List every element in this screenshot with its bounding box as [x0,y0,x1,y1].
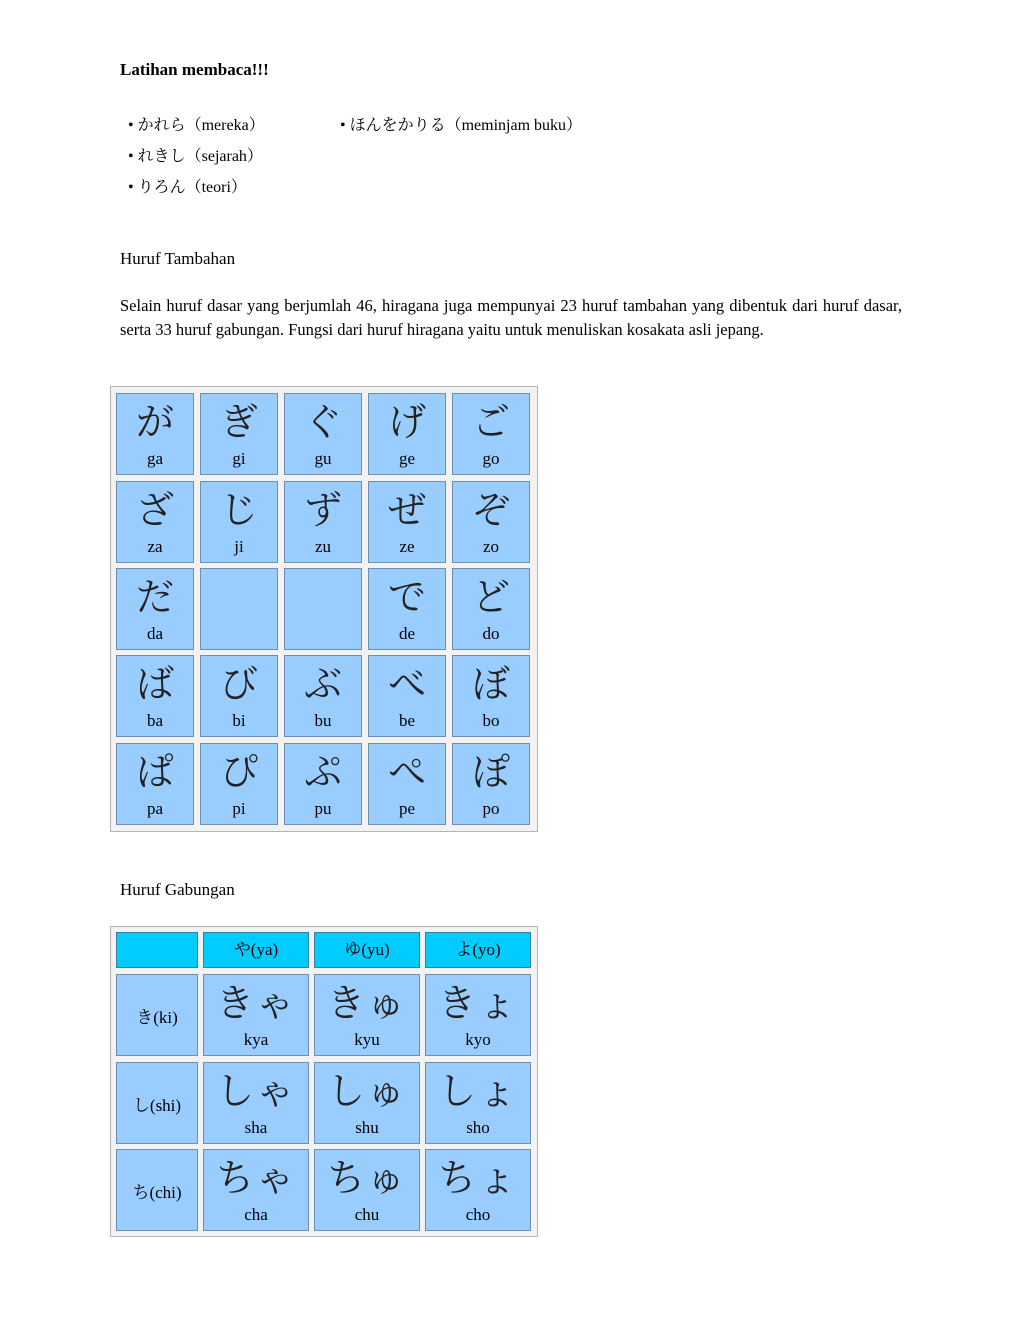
romaji-label: pi [232,799,246,818]
kana-char: ぷ [303,750,342,794]
section-heading-gabungan: Huruf Gabungan [120,880,235,899]
romaji-label: kya [243,1030,269,1049]
kana-char: ちょ [437,1156,518,1200]
kana-combo-cell [314,974,420,1056]
kana-char: ぜ [387,488,426,532]
page-title: Latihan membaca!!! [120,60,269,79]
section-heading-tambahan: Huruf Tambahan [120,249,236,268]
kana-char: ぐ [303,400,342,444]
kana-cell [200,481,278,563]
bullet-marker: • [340,117,346,134]
kana-cell [368,568,446,650]
kana-char: しゃ [215,1069,296,1113]
kana-char: ぽ [471,750,510,794]
kana-cell [284,743,362,825]
kana-cell [200,568,278,650]
kana-cell [116,393,194,475]
kana-cell [452,393,530,475]
column-header: ゆ(yu) [314,932,420,968]
romaji-label: sha [244,1118,268,1137]
kana-combo-cell [203,1062,309,1144]
kana-char: び [219,662,258,706]
intro-paragraph: Selain huruf dasar yang berjumlah 46, hiragana juga mempunyai 23 huruf tambahan yang dibentuk dari huruf dasar, serta 33 huruf gabungan. Fungsi dari huruf hiragana yaitu untuk menuliskan kosakata asli jepang. [120,296,902,339]
romaji-label: pe [398,799,416,818]
huruf-gabungan-table [110,926,538,1237]
kana-cell [368,481,446,563]
kana-cell [368,393,446,475]
romaji-label: da [146,624,164,643]
reading-item [128,174,247,197]
kana-char: しゅ [326,1069,407,1113]
kana-combo-cell [203,974,309,1056]
bullet-marker: • [128,179,134,196]
romaji-label: do [482,624,500,643]
kana-combo-cell [425,1149,531,1231]
bullet-marker: • [128,117,134,134]
kana-char: ぼ [471,662,510,706]
romaji-label: zo [482,537,500,556]
kana-combo-cell [314,1062,420,1144]
kana-char: じ [219,488,258,532]
kana-cell [284,655,362,737]
kana-char: きゃ [215,981,296,1025]
romaji-label: za [147,537,163,556]
romaji-label: ba [146,711,164,730]
kana-char: ぴ [219,750,258,794]
kana-char: ぞ [471,488,510,532]
kana-combo-cell [203,1149,309,1231]
reading-item [128,143,263,166]
kana-cell [200,655,278,737]
kana-char: げ [387,400,426,444]
romaji-label: be [398,711,416,730]
romaji-label: pa [146,799,164,818]
kana-char: ば [135,662,174,706]
romaji-label: gu [314,449,332,468]
reading-text: ほんをかりる（meminjam buku） [349,117,583,134]
romaji-label: sho [466,1118,490,1137]
romaji-label: shu [355,1118,379,1137]
kana-char: ぶ [303,662,342,706]
row-header [116,1062,198,1144]
kana-combo-cell [314,1149,420,1231]
romaji-label: chu [354,1205,380,1224]
kana-char: で [387,575,426,619]
kana-cell [452,655,530,737]
reading-item [128,112,265,135]
kana-cell [116,568,194,650]
kana-cell [284,568,362,650]
reading-text: れきし（sejarah） [137,148,263,165]
kana-char: ぱ [135,750,174,794]
reading-item [340,112,582,135]
kana-cell [116,655,194,737]
kana-char: が [135,400,174,444]
romaji-label: po [482,799,500,818]
romaji-label: ji [234,537,244,556]
kana-cell [116,481,194,563]
kana-cell [116,743,194,825]
kana-char: ぺ [387,750,426,794]
romaji-label: kyo [465,1030,491,1049]
kana-cell [284,393,362,475]
row-label: ち(chi) [132,1182,182,1202]
kana-char: ちゃ [215,1156,296,1200]
reading-text: りろん（teori） [137,179,247,196]
romaji-label: ge [398,449,416,468]
kana-combo-cell [425,1062,531,1144]
kana-char: ざ [135,488,174,532]
kana-char: しょ [437,1069,518,1113]
kana-cell [452,568,530,650]
romaji-label: de [398,624,416,643]
romaji-label: pu [314,799,332,818]
kana-cell [200,743,278,825]
kana-char: ど [471,575,510,619]
kana-char: きょ [437,981,518,1025]
kana-char: ぎ [219,400,258,444]
column-header: よ(yo) [425,932,531,968]
romaji-label: ga [146,449,164,468]
kana-char: だ [135,575,174,619]
romaji-label: cho [465,1205,491,1224]
kana-char: ちゅ [326,1156,407,1200]
kana-combo-cell [425,974,531,1056]
kana-char: ず [303,488,342,532]
romaji-label: bo [482,711,500,730]
reading-text: かれら（mereka） [137,117,265,134]
bullet-marker: • [128,148,134,165]
romaji-label: bu [314,711,332,730]
row-header [116,1149,198,1231]
kana-char: べ [387,662,426,706]
kana-cell [368,655,446,737]
column-header: や(ya) [203,932,309,968]
kana-cell [452,743,530,825]
row-header [116,974,198,1056]
row-label: き(ki) [136,1007,178,1027]
huruf-tambahan-table [110,386,538,832]
kana-char: ご [471,400,510,444]
kana-cell [452,481,530,563]
column-header [116,932,198,968]
romaji-label: ze [399,537,415,556]
romaji-label: zu [314,537,332,556]
kana-cell [284,481,362,563]
kana-char: きゅ [326,981,407,1025]
romaji-label: gi [232,449,246,468]
kana-cell [368,743,446,825]
romaji-label: bi [232,711,246,730]
romaji-label: cha [244,1205,268,1224]
romaji-label: go [482,449,500,468]
row-label: し(shi) [132,1095,182,1115]
kana-cell [200,393,278,475]
romaji-label: kyu [354,1030,380,1049]
